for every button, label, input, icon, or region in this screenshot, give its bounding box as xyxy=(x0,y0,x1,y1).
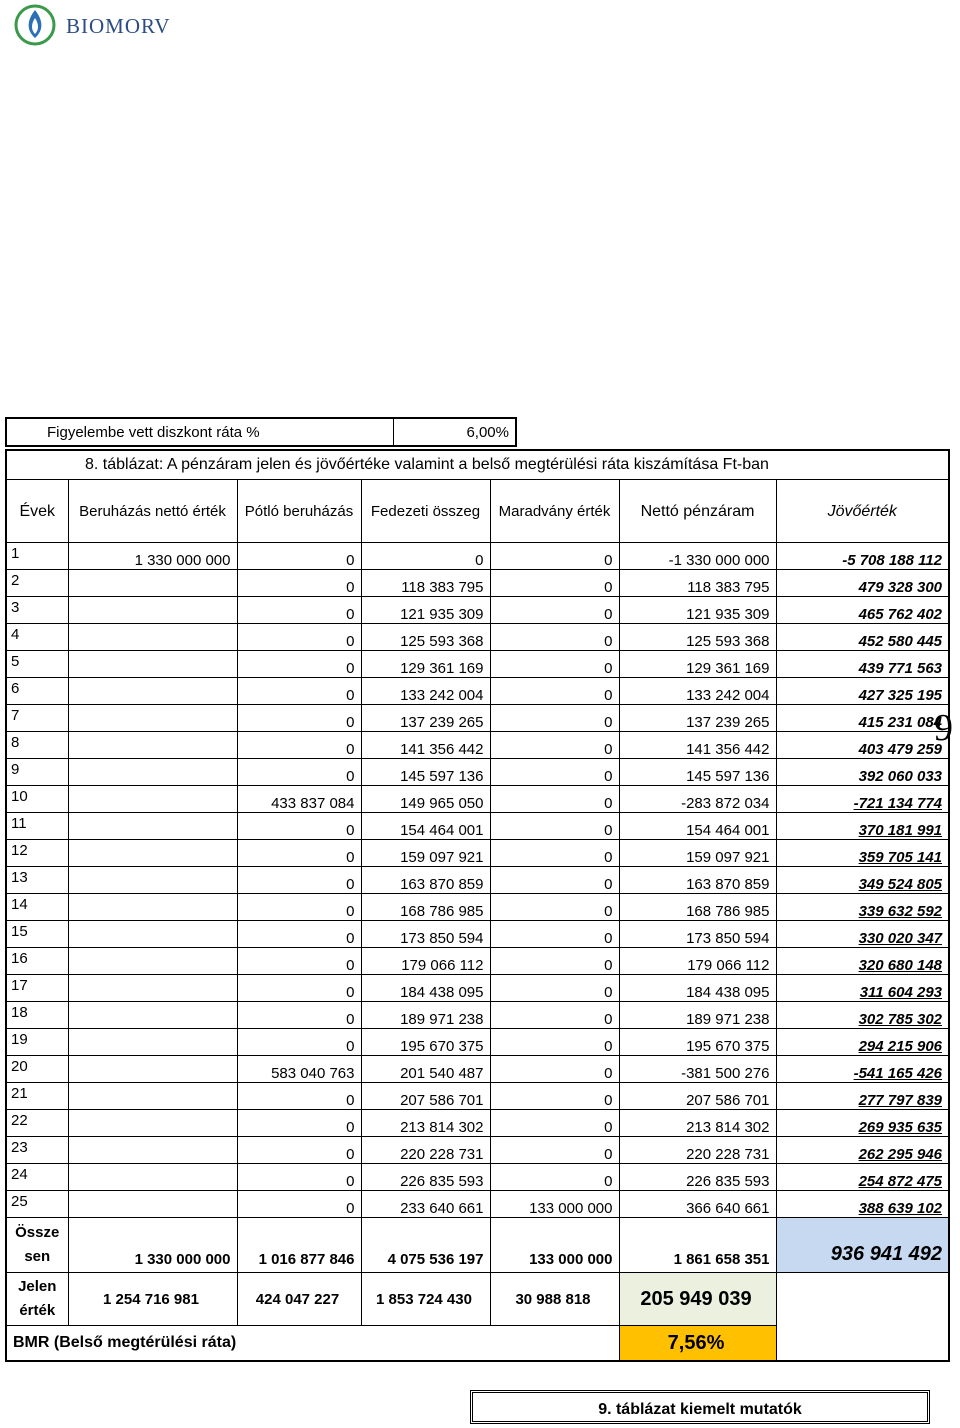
cell-year: 25 xyxy=(6,1191,68,1218)
cell-netto: 189 971 238 xyxy=(619,1002,776,1029)
jovoertek-value: 330 020 347 xyxy=(858,930,943,947)
jovoertek-value: 370 181 991 xyxy=(858,822,943,839)
cash-flow-table xyxy=(5,449,950,1362)
cell-jovoertek xyxy=(776,1191,949,1218)
cell-potlo: 0 xyxy=(237,705,361,732)
table-row xyxy=(6,678,949,705)
irr-value: 7,56% xyxy=(619,1326,776,1362)
cell-year: 24 xyxy=(6,1164,68,1191)
cell-potlo: 0 xyxy=(237,1164,361,1191)
cell-jovoertek xyxy=(776,678,949,705)
cell-jovoertek xyxy=(776,948,949,975)
cell-netto: -283 872 034 xyxy=(619,786,776,813)
cell-jovoertek xyxy=(776,786,949,813)
cell-netto: 213 814 302 xyxy=(619,1110,776,1137)
total-label: Össze sen xyxy=(6,1218,68,1273)
total-maradvany: 133 000 000 xyxy=(490,1218,619,1273)
cell-netto: 168 786 985 xyxy=(619,894,776,921)
table-row xyxy=(6,732,949,759)
cell-year: 15 xyxy=(6,921,68,948)
cell-fedezeti: 129 361 169 xyxy=(361,651,490,678)
table-row xyxy=(6,1137,949,1164)
cell-beruhazas xyxy=(68,1056,237,1083)
cell-fedezeti: 173 850 594 xyxy=(361,921,490,948)
cell-maradvany: 0 xyxy=(490,894,619,921)
cell-potlo: 583 040 763 xyxy=(237,1056,361,1083)
cell-maradvany: 0 xyxy=(490,651,619,678)
cell-year: 4 xyxy=(6,624,68,651)
cell-fedezeti: 0 xyxy=(361,543,490,570)
cell-year: 3 xyxy=(6,597,68,624)
cell-jovoertek xyxy=(776,840,949,867)
cell-jovoertek xyxy=(776,1056,949,1083)
irr-label: BMR (Belső megtérülési ráta) xyxy=(6,1326,619,1362)
cell-potlo: 0 xyxy=(237,1029,361,1056)
cell-maradvany: 0 xyxy=(490,1029,619,1056)
jovoertek-value: 415 231 084 xyxy=(858,714,943,731)
cell-netto: -1 330 000 000 xyxy=(619,543,776,570)
table-row xyxy=(6,1164,949,1191)
present-netto: 205 949 039 xyxy=(619,1273,776,1326)
header-fedezeti: Fedezeti összeg xyxy=(361,480,490,543)
cell-fedezeti: 226 835 593 xyxy=(361,1164,490,1191)
cell-beruhazas xyxy=(68,948,237,975)
cell-maradvany: 0 xyxy=(490,624,619,651)
cell-fedezeti: 201 540 487 xyxy=(361,1056,490,1083)
cell-jovoertek xyxy=(776,1083,949,1110)
cell-potlo: 0 xyxy=(237,921,361,948)
cell-jovoertek xyxy=(776,867,949,894)
biomorv-logo xyxy=(14,4,184,46)
discount-rate-label: Figyelembe vett diszkont ráta % xyxy=(6,418,394,446)
cell-netto: 159 097 921 xyxy=(619,840,776,867)
cell-beruhazas xyxy=(68,1137,237,1164)
jovoertek-value: 452 580 445 xyxy=(858,633,943,650)
table-row xyxy=(6,1002,949,1029)
cell-jovoertek xyxy=(776,1137,949,1164)
cell-maradvany: 133 000 000 xyxy=(490,1191,619,1218)
cell-netto: 226 835 593 xyxy=(619,1164,776,1191)
cell-netto: 125 593 368 xyxy=(619,624,776,651)
cell-potlo: 0 xyxy=(237,1137,361,1164)
table-row xyxy=(6,786,949,813)
cell-beruhazas xyxy=(68,1191,237,1218)
cell-potlo: 0 xyxy=(237,651,361,678)
cell-maradvany: 0 xyxy=(490,1137,619,1164)
total-beruhazas: 1 330 000 000 xyxy=(68,1218,237,1273)
cell-year: 18 xyxy=(6,1002,68,1029)
present-maradvany: 30 988 818 xyxy=(490,1273,619,1326)
jovoertek-value: 392 060 033 xyxy=(858,768,943,785)
table-header-row xyxy=(6,480,949,543)
cell-netto: 163 870 859 xyxy=(619,867,776,894)
cell-year: 11 xyxy=(6,813,68,840)
cell-fedezeti: 125 593 368 xyxy=(361,624,490,651)
cell-potlo: 0 xyxy=(237,840,361,867)
cell-netto: 133 242 004 xyxy=(619,678,776,705)
cell-netto: 179 066 112 xyxy=(619,948,776,975)
cell-beruhazas xyxy=(68,840,237,867)
cell-netto: 366 640 661 xyxy=(619,1191,776,1218)
present-potlo: 424 047 227 xyxy=(237,1273,361,1326)
table-row xyxy=(6,651,949,678)
cell-fedezeti: 163 870 859 xyxy=(361,867,490,894)
cell-year: 16 xyxy=(6,948,68,975)
table-row xyxy=(6,840,949,867)
cell-year: 20 xyxy=(6,1056,68,1083)
table-caption: 8. táblázat: A pénzáram jelen és jövőértéke valamint a belső megtérülési ráta kiszámítása Ft-ban xyxy=(6,450,949,480)
cell-fedezeti: 159 097 921 xyxy=(361,840,490,867)
cell-fedezeti: 118 383 795 xyxy=(361,570,490,597)
logo-text: BIOMORV xyxy=(66,14,171,38)
table-row xyxy=(6,705,949,732)
table-row xyxy=(6,1029,949,1056)
cell-jovoertek xyxy=(776,759,949,786)
table-row xyxy=(6,543,949,570)
cell-year: 22 xyxy=(6,1110,68,1137)
cell-fedezeti: 145 597 136 xyxy=(361,759,490,786)
header-maradvany: Maradvány érték xyxy=(490,480,619,543)
cell-netto: -381 500 276 xyxy=(619,1056,776,1083)
cell-beruhazas: 1 330 000 000 xyxy=(68,543,237,570)
cell-jovoertek xyxy=(776,543,949,570)
cell-netto: 207 586 701 xyxy=(619,1083,776,1110)
cell-fedezeti: 154 464 001 xyxy=(361,813,490,840)
cell-fedezeti: 168 786 985 xyxy=(361,894,490,921)
cell-jovoertek xyxy=(776,732,949,759)
cell-netto: 184 438 095 xyxy=(619,975,776,1002)
cell-jovoertek xyxy=(776,1164,949,1191)
cell-jovoertek xyxy=(776,1029,949,1056)
header-beruhazas: Beruházás nettó érték xyxy=(68,480,237,543)
table-row xyxy=(6,570,949,597)
cell-jovoertek xyxy=(776,597,949,624)
cell-beruhazas xyxy=(68,921,237,948)
table-row xyxy=(6,1083,949,1110)
cell-potlo: 0 xyxy=(237,624,361,651)
present-value-row xyxy=(6,1273,949,1326)
cell-fedezeti: 121 935 309 xyxy=(361,597,490,624)
cell-potlo: 0 xyxy=(237,570,361,597)
cell-potlo: 0 xyxy=(237,813,361,840)
cell-potlo: 0 xyxy=(237,543,361,570)
table-row xyxy=(6,867,949,894)
cell-beruhazas xyxy=(68,1029,237,1056)
jovoertek-value: 403 479 259 xyxy=(858,741,943,758)
jovoertek-value: -541 165 426 xyxy=(853,1065,943,1082)
cell-netto: 118 383 795 xyxy=(619,570,776,597)
table-row xyxy=(6,975,949,1002)
table-row xyxy=(6,1110,949,1137)
cell-beruhazas xyxy=(68,786,237,813)
jovoertek-value: 311 604 293 xyxy=(859,984,943,1001)
cell-beruhazas xyxy=(68,894,237,921)
cell-potlo: 0 xyxy=(237,1002,361,1029)
discount-rate-table xyxy=(5,417,517,447)
table-row xyxy=(6,1056,949,1083)
cell-year: 19 xyxy=(6,1029,68,1056)
cell-maradvany: 0 xyxy=(490,840,619,867)
cell-beruhazas xyxy=(68,759,237,786)
header-jovoertek: Jövőérték xyxy=(776,480,949,543)
cell-maradvany: 0 xyxy=(490,867,619,894)
cell-year: 7 xyxy=(6,705,68,732)
total-potlo: 1 016 877 846 xyxy=(237,1218,361,1273)
total-jovoertek: 936 941 492 xyxy=(776,1218,949,1273)
jovoertek-value: 465 762 402 xyxy=(858,606,943,623)
cell-maradvany: 0 xyxy=(490,948,619,975)
cell-year: 5 xyxy=(6,651,68,678)
present-beruhazas: 1 254 716 981 xyxy=(68,1273,237,1326)
jovoertek-value: 254 872 475 xyxy=(858,1173,943,1190)
cell-jovoertek xyxy=(776,705,949,732)
cell-maradvany: 0 xyxy=(490,759,619,786)
jovoertek-value: 277 797 839 xyxy=(858,1092,943,1109)
total-fedezeti: 4 075 536 197 xyxy=(361,1218,490,1273)
cell-maradvany: 0 xyxy=(490,597,619,624)
header-netto: Nettó pénzáram xyxy=(619,480,776,543)
cell-fedezeti: 184 438 095 xyxy=(361,975,490,1002)
jovoertek-value: -721 134 774 xyxy=(853,795,943,812)
cell-beruhazas xyxy=(68,705,237,732)
table-row xyxy=(6,948,949,975)
header-evek: Évek xyxy=(6,480,68,543)
cell-maradvany: 0 xyxy=(490,1110,619,1137)
present-fedezeti: 1 853 724 430 xyxy=(361,1273,490,1326)
cell-fedezeti: 149 965 050 xyxy=(361,786,490,813)
jovoertek-value: -5 708 188 112 xyxy=(842,552,943,569)
cell-jovoertek xyxy=(776,1002,949,1029)
table-row xyxy=(6,1191,949,1218)
table-row xyxy=(6,624,949,651)
jovoertek-value: 339 632 592 xyxy=(858,903,943,920)
cell-jovoertek xyxy=(776,813,949,840)
cell-beruhazas xyxy=(68,624,237,651)
discount-rate-value: 6,00% xyxy=(394,418,517,446)
cell-maradvany: 0 xyxy=(490,975,619,1002)
cell-fedezeti: 189 971 238 xyxy=(361,1002,490,1029)
jovoertek-value: 349 524 805 xyxy=(858,876,943,893)
cell-year: 1 xyxy=(6,543,68,570)
cell-year: 9 xyxy=(6,759,68,786)
cell-beruhazas xyxy=(68,651,237,678)
cell-netto: 141 356 442 xyxy=(619,732,776,759)
table-row xyxy=(6,813,949,840)
cell-jovoertek xyxy=(776,1110,949,1137)
cell-beruhazas xyxy=(68,570,237,597)
cell-potlo: 0 xyxy=(237,1110,361,1137)
cell-beruhazas xyxy=(68,1110,237,1137)
table-row xyxy=(6,894,949,921)
cell-year: 6 xyxy=(6,678,68,705)
cell-maradvany: 0 xyxy=(490,1164,619,1191)
jovoertek-value: 320 680 148 xyxy=(858,957,943,974)
jovoertek-value: 294 215 906 xyxy=(858,1038,943,1055)
cell-potlo: 0 xyxy=(237,678,361,705)
cell-beruhazas xyxy=(68,1083,237,1110)
cell-potlo: 0 xyxy=(237,894,361,921)
cell-year: 2 xyxy=(6,570,68,597)
cell-jovoertek xyxy=(776,651,949,678)
cell-year: 17 xyxy=(6,975,68,1002)
cell-potlo: 0 xyxy=(237,948,361,975)
cell-maradvany: 0 xyxy=(490,813,619,840)
jovoertek-value: 262 295 946 xyxy=(858,1146,943,1163)
cell-netto: 137 239 265 xyxy=(619,705,776,732)
jovoertek-value: 388 639 102 xyxy=(858,1200,943,1217)
cell-beruhazas xyxy=(68,975,237,1002)
jovoertek-value: 427 325 195 xyxy=(858,687,943,704)
cell-jovoertek xyxy=(776,624,949,651)
cell-potlo: 0 xyxy=(237,1083,361,1110)
cell-netto: 145 597 136 xyxy=(619,759,776,786)
footer-caption: 9. táblázat kiemelt mutatók xyxy=(470,1390,930,1424)
cell-year: 13 xyxy=(6,867,68,894)
cell-netto: 121 935 309 xyxy=(619,597,776,624)
cell-beruhazas xyxy=(68,732,237,759)
cell-fedezeti: 133 242 004 xyxy=(361,678,490,705)
cell-beruhazas xyxy=(68,1164,237,1191)
cell-maradvany: 0 xyxy=(490,732,619,759)
cell-year: 10 xyxy=(6,786,68,813)
cell-fedezeti: 207 586 701 xyxy=(361,1083,490,1110)
cell-maradvany: 0 xyxy=(490,1002,619,1029)
cell-beruhazas xyxy=(68,813,237,840)
cell-maradvany: 0 xyxy=(490,921,619,948)
cell-year: 23 xyxy=(6,1137,68,1164)
cell-fedezeti: 137 239 265 xyxy=(361,705,490,732)
cell-beruhazas xyxy=(68,678,237,705)
cell-fedezeti: 179 066 112 xyxy=(361,948,490,975)
cell-year: 21 xyxy=(6,1083,68,1110)
cell-maradvany: 0 xyxy=(490,705,619,732)
cell-maradvany: 0 xyxy=(490,543,619,570)
cell-fedezeti: 233 640 661 xyxy=(361,1191,490,1218)
cell-year: 8 xyxy=(6,732,68,759)
header-potlo: Pótló beruházás xyxy=(237,480,361,543)
cell-year: 12 xyxy=(6,840,68,867)
table-row xyxy=(6,759,949,786)
cell-potlo: 433 837 084 xyxy=(237,786,361,813)
cell-netto: 154 464 001 xyxy=(619,813,776,840)
jovoertek-value: 439 771 563 xyxy=(858,660,943,677)
cell-jovoertek xyxy=(776,894,949,921)
cell-maradvany: 0 xyxy=(490,678,619,705)
table-row xyxy=(6,597,949,624)
cell-jovoertek xyxy=(776,570,949,597)
cell-maradvany: 0 xyxy=(490,786,619,813)
cell-maradvany: 0 xyxy=(490,1083,619,1110)
cell-fedezeti: 141 356 442 xyxy=(361,732,490,759)
cell-beruhazas xyxy=(68,597,237,624)
cell-fedezeti: 213 814 302 xyxy=(361,1110,490,1137)
cell-beruhazas xyxy=(68,867,237,894)
total-row xyxy=(6,1218,949,1273)
cell-potlo: 0 xyxy=(237,1191,361,1218)
cell-potlo: 0 xyxy=(237,597,361,624)
table-row xyxy=(6,921,949,948)
cell-fedezeti: 195 670 375 xyxy=(361,1029,490,1056)
jovoertek-value: 302 785 302 xyxy=(858,1011,943,1028)
cell-potlo: 0 xyxy=(237,732,361,759)
present-label: Jelen érték xyxy=(6,1273,68,1326)
jovoertek-value: 269 935 635 xyxy=(858,1119,943,1136)
jovoertek-value: 479 328 300 xyxy=(858,579,943,596)
cell-potlo: 0 xyxy=(237,867,361,894)
total-netto: 1 861 658 351 xyxy=(619,1218,776,1273)
cell-netto: 220 228 731 xyxy=(619,1137,776,1164)
cell-potlo: 0 xyxy=(237,759,361,786)
cell-potlo: 0 xyxy=(237,975,361,1002)
cell-beruhazas xyxy=(68,1002,237,1029)
cell-fedezeti: 220 228 731 xyxy=(361,1137,490,1164)
cell-jovoertek xyxy=(776,975,949,1002)
cell-netto: 173 850 594 xyxy=(619,921,776,948)
cell-year: 14 xyxy=(6,894,68,921)
cell-maradvany: 0 xyxy=(490,1056,619,1083)
cell-jovoertek xyxy=(776,921,949,948)
jovoertek-value: 359 705 141 xyxy=(858,849,943,866)
page-number: 9 xyxy=(934,707,953,749)
biomorv-logo-icon xyxy=(14,4,56,46)
empty-cell xyxy=(776,1273,949,1362)
cell-maradvany: 0 xyxy=(490,570,619,597)
cell-netto: 195 670 375 xyxy=(619,1029,776,1056)
cell-netto: 129 361 169 xyxy=(619,651,776,678)
